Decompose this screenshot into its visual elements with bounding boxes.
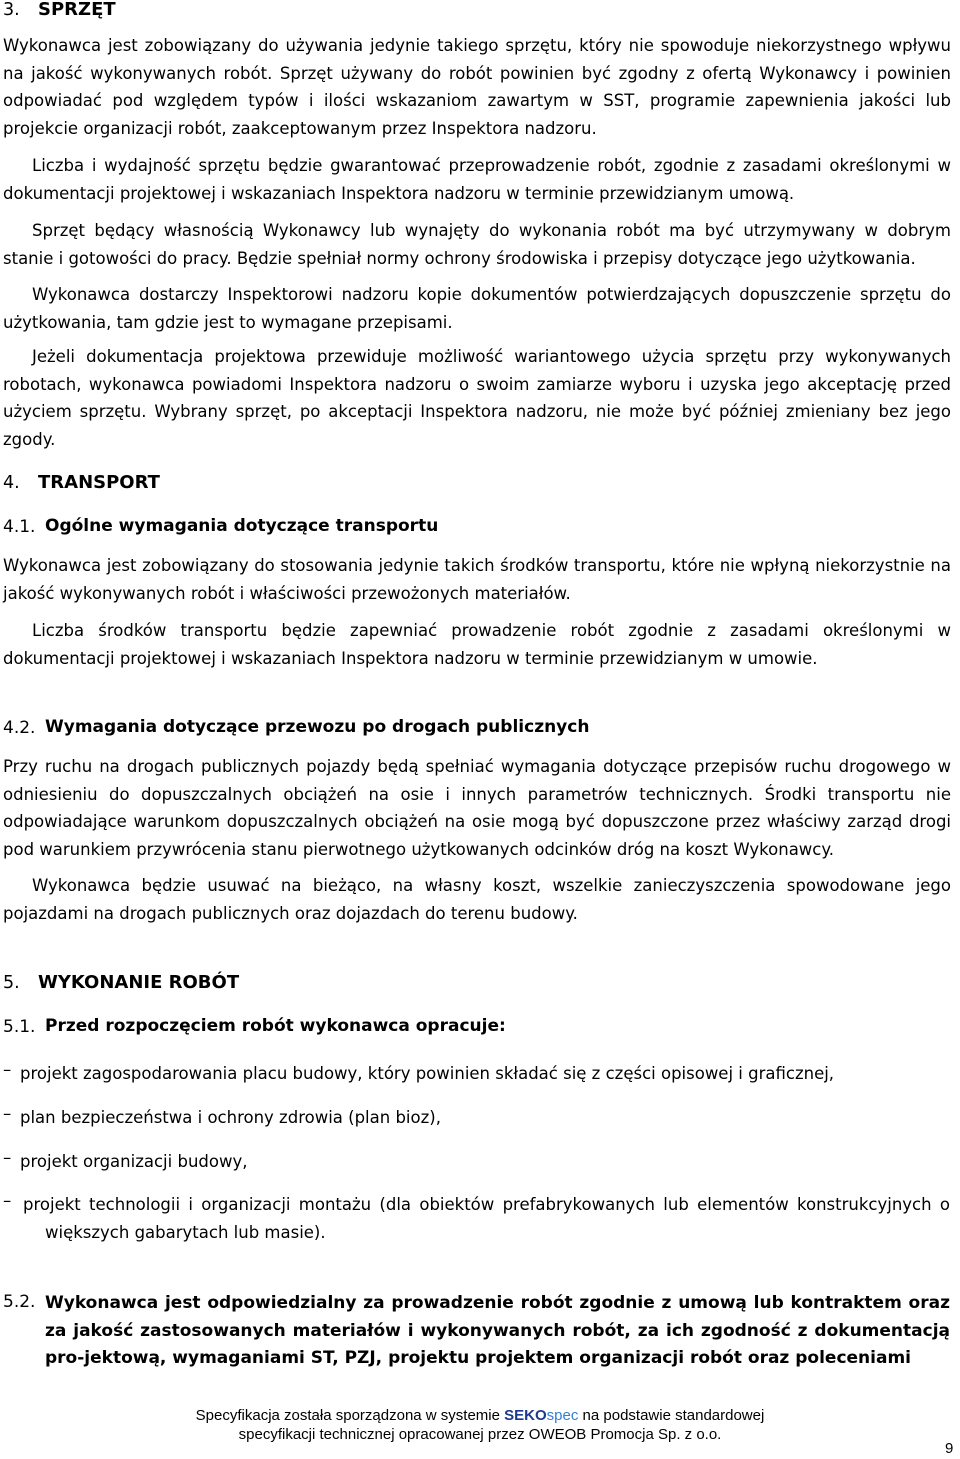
section-5-number: 5. [3,973,20,993]
subsection-4-2-title: Wymagania dotyczące przewozu po drogach publicznych [45,717,590,737]
subsection-4-1-title: Ogólne wymagania dotyczące transportu [45,516,439,536]
section-3-number: 3. [3,0,20,20]
list-item-2: plan bezpieczeństwa i ochrony zdrowia (plan bioz), [20,1108,441,1127]
subsection-4-2-number: 4.2. [3,718,36,738]
brand-logo-seko: SEKO [504,1407,547,1424]
list-item-4: projekt technologii i organizacji montażu (dla obiektów prefabrykowanych lub elementów konstrukcyjnych o większych gabarytach lub masie). [23,1195,950,1242]
subsection-5-1-title: Przed rozpoczęciem robót wykonawca opracuje: [45,1016,506,1036]
subsection-4-2-paragraph-1: Przy ruchu na drogach publicznych pojazdy będą spełniać wymagania dotyczące przepisów ruchu drogowego w odniesieniu do dopuszczalnych obciążeń na osie i innych parametrów technicznych. Środki transportu nie odpowiadające warunkom dopuszczalnych obciążeń na osie mogą być dopuszczone przez właściwy zarząd drogi pod warunkiem przywrócenia stanu pierwotnego użytkowanych odcinków dróg na koszt Wykonawcy. [3,757,951,859]
subsection-5-1-number: 5.1. [3,1017,36,1037]
section-3-paragraph-1: Wykonawca jest zobowiązany do używania jedynie takiego sprzętu, który nie spowoduje niekorzystnego wpływu na jakość wykonywanych robót. Sprzęt używany do robót powinien być zgodny z ofertą Wykonawcy i powinien odpowiadać pod względem typów i ilości wskazaniom zawartym w SST, programie zapewnienia jakości lub projekcie organizacji robót, zaakceptowanym przez Inspektora nadzoru. [3,36,951,138]
subsection-4-2-paragraph-2: Wykonawca będzie usuwać na bieżąco, na własny koszt, wszelkie zanieczyszczenia spowodowane jego pojazdami na drogach publicznych oraz dojazdach do terenu budowy. [3,876,951,923]
list-item-1: projekt zagospodarowania placu budowy, który powinien składać się z części opisowej i graficznej, [20,1064,835,1083]
list-item-3: projekt organizacji budowy, [20,1152,248,1171]
section-3-paragraph-4: Wykonawca dostarczy Inspektorowi nadzoru kopie dokumentów potwierdzających dopuszczenie sprzętu do użytkowania, tam gdzie jest to wymagane przepisami. [3,285,951,332]
footer-line-1 [0,1406,960,1425]
list-item-3-dash: – [3,1148,12,1167]
subsection-5-2-title: Wykonawca jest odpowiedzialny za prowadzenie robót zgodnie z umową lub kontraktem oraz za jakość zastosowanych materiałów i wykonywanych robót, za ich zgodność z dokumentacją pro-jektową, wymaganiami ST, PZJ, projektu projektem organizacji robót oraz poleceniami [45,1293,950,1368]
brand-logo-spec: spec [546,1407,579,1424]
subsection-5-2-number: 5.2. [3,1292,36,1312]
list-item-2-dash: – [3,1104,12,1123]
section-4-number: 4. [3,473,20,493]
list-item-4-dash: – [3,1191,12,1210]
subsection-4-1-paragraph-1: Wykonawca jest zobowiązany do stosowania jedynie takich środków transportu, które nie wpłyną niekorzystnie na jakość wykonywanych robót i właściwości przewożonych materiałów. [3,556,951,603]
section-3-paragraph-5: Jeżeli dokumentacja projektowa przewiduje możliwość wariantowego użycia sprzętu przy wykonywanych robotach, wykonawca powiadomi Inspektora nadzoru o swoim zamiarze wyboru i uzyska jego akceptację przed użyciem sprzętu. Wybrany sprzęt, po akceptacji Inspektora nadzoru, nie może być później zmieniany bez jego zgody. [3,347,951,449]
subsection-4-1-number: 4.1. [3,517,36,537]
section-4-title: TRANSPORT [38,472,160,493]
subsection-4-1-paragraph-2: Liczba środków transportu będzie zapewniać prowadzenie robót zgodnie z zasadami określonymi w dokumentacji projektowej i wskazaniach Inspektora nadzoru w terminie przewidzianym w umowie. [3,621,951,668]
section-3-paragraph-3: Sprzęt będący własnością Wykonawcy lub wynajęty do wykonania robót ma być utrzymywany w dobrym stanie i gotowości do pracy. Będzie spełniał normy ochrony środowiska i przepisy dotyczące jego użytkowania. [3,221,951,268]
section-3-title: SPRZĘT [38,0,116,20]
section-5-title: WYKONANIE ROBÓT [38,972,240,993]
footer-line-2: specyfikacji technicznej opracowanej przez OWEOB Promocja Sp. z o.o. [238,1426,722,1443]
list-item-1-dash: – [3,1060,12,1079]
section-3-paragraph-2: Liczba i wydajność sprzętu będzie gwarantować przeprowadzenie robót, zgodnie z zasadami określonymi w dokumentacji projektowej i wskazaniach Inspektora nadzoru w terminie przewidzianym umową. [3,156,951,203]
page-number: 9 [945,1440,954,1457]
footer-text-after: na podstawie standardowej [578,1407,765,1424]
footer-text-before: Specyfikacja została sporządzona w systemie [195,1407,505,1424]
